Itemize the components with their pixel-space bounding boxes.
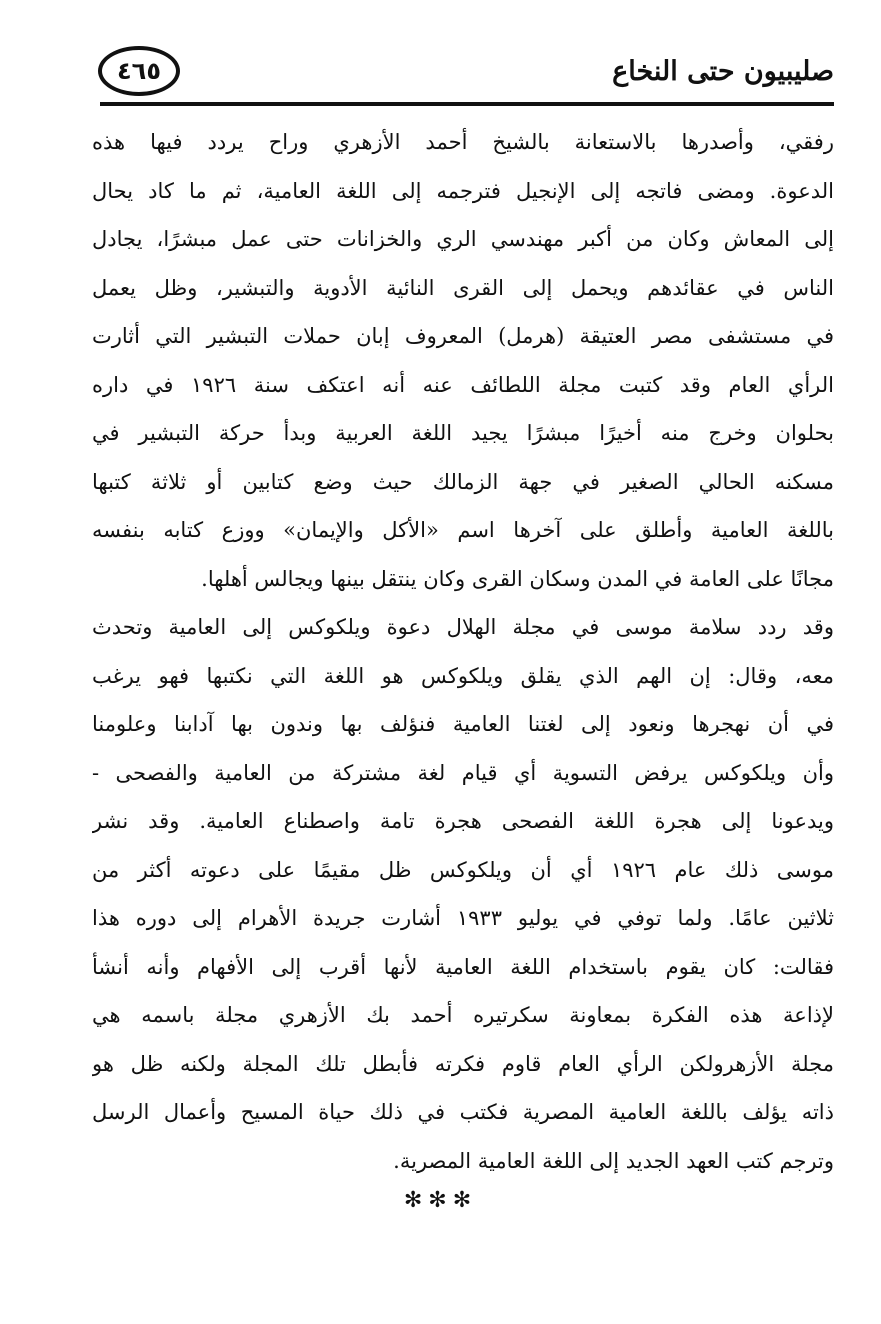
text-line: الناس في عقائدهم ويحمل إلى القرى النائية الأدوية والتبشير، وظل يعمل [92, 275, 834, 300]
section-end-ornament: ✻✻✻ [403, 1188, 478, 1213]
page-number-oval [98, 46, 180, 96]
body-text [92, 118, 834, 1185]
text-line: مجلة الأزهرولكن الرأي العام قاوم فكرته فأبطل تلك المجلة ولكنه ظل هو [92, 1051, 834, 1076]
text-line: معه، وقال: إن الهم الذي يقلق ويلكوكس هو اللغة التي نكتبها فهو يرغب [92, 663, 834, 688]
text-line: إلى المعاش وكان من أكبر مهندسي الري والخزانات حتى عمل مبشرًا، يجادل [92, 227, 834, 251]
text-line: باللغة العامية وأطلق على آخرها اسم «الأكل والإيمان» ووزع كتابه بنفسه [92, 518, 834, 542]
text-line: بحلوان وخرج منه أخيرًا مبشرًا يجيد اللغة العربية وبدأ حركة التبشير في [92, 421, 834, 445]
text-line: ذاته يؤلف باللغة العامية المصرية فكتب في ذلك حياة المسيح وأعمال الرسل [92, 1100, 834, 1124]
text-line: ثلاثين عامًا. ولما توفي في يوليو ١٩٣٣ أشارت جريدة الأهرام إلى دوره هذا [92, 906, 834, 930]
page-number: ٤٦٥ [117, 57, 161, 85]
text-line: رفقي، وأصدرها بالاستعانة بالشيخ أحمد الأزهري وراح يردد فيها هذه [92, 130, 834, 154]
text-line: الرأي العام وقد كتبت مجلة اللطائف عنه أنه اعتكف سنة ١٩٢٦ في داره [92, 372, 834, 397]
text-line: مجانًا على العامة في المدن وسكان القرى وكان ينتقل بينها ويجالس أهلها. [201, 566, 834, 591]
text-line: الدعوة. ومضى فاتجه إلى الإنجيل فترجمه إلى اللغة العامية، ثم ما كاد يحال [92, 178, 834, 203]
page-header [92, 40, 834, 110]
text-line: وقد ردد سلامة موسى في مجلة الهلال دعوة ويلكوكس إلى العامية وتحدث [92, 615, 834, 639]
text-line: وأن ويلكوكس يرفض التسوية أي قيام لغة مشتركة من العامية والفصحى - [92, 760, 834, 785]
text-line: موسى ذلك عام ١٩٢٦ أي أن ويلكوكس ظل مقيمًا على دعوته أكثر من [92, 857, 834, 882]
text-line: في مستشفى مصر العتيقة (هرمل) المعروف إبان حملات التبشير التي أثارت [92, 324, 834, 348]
text-line: ويدعونا إلى هجرة اللغة الفصحى هجرة تامة واصطناع العامية. وقد نشر [92, 809, 834, 833]
text-line: فقالت: كان يقوم باستخدام اللغة العامية لأنها أقرب إلى الأفهام وأنه أنشأ [92, 954, 834, 979]
running-title: صليبيون حتى النخاع [612, 56, 834, 87]
header-rule [100, 102, 834, 106]
text-line: لإذاعة هذه الفكرة بمعاونة سكرتيره أحمد بك الأزهري مجلة باسمه هي [92, 1003, 834, 1027]
text-line: وترجم كتب العهد الجديد إلى اللغة العامية المصرية. [393, 1148, 834, 1173]
text-line: في أن نهجرها ونعود إلى لغتنا العامية فنؤلف بها وندون بها آدابنا وعلومنا [92, 712, 834, 736]
text-line: مسكنه الحالي الصغير في جهة الزمالك حيث وضع كتابين أو ثلاثة كتبها [92, 469, 834, 494]
